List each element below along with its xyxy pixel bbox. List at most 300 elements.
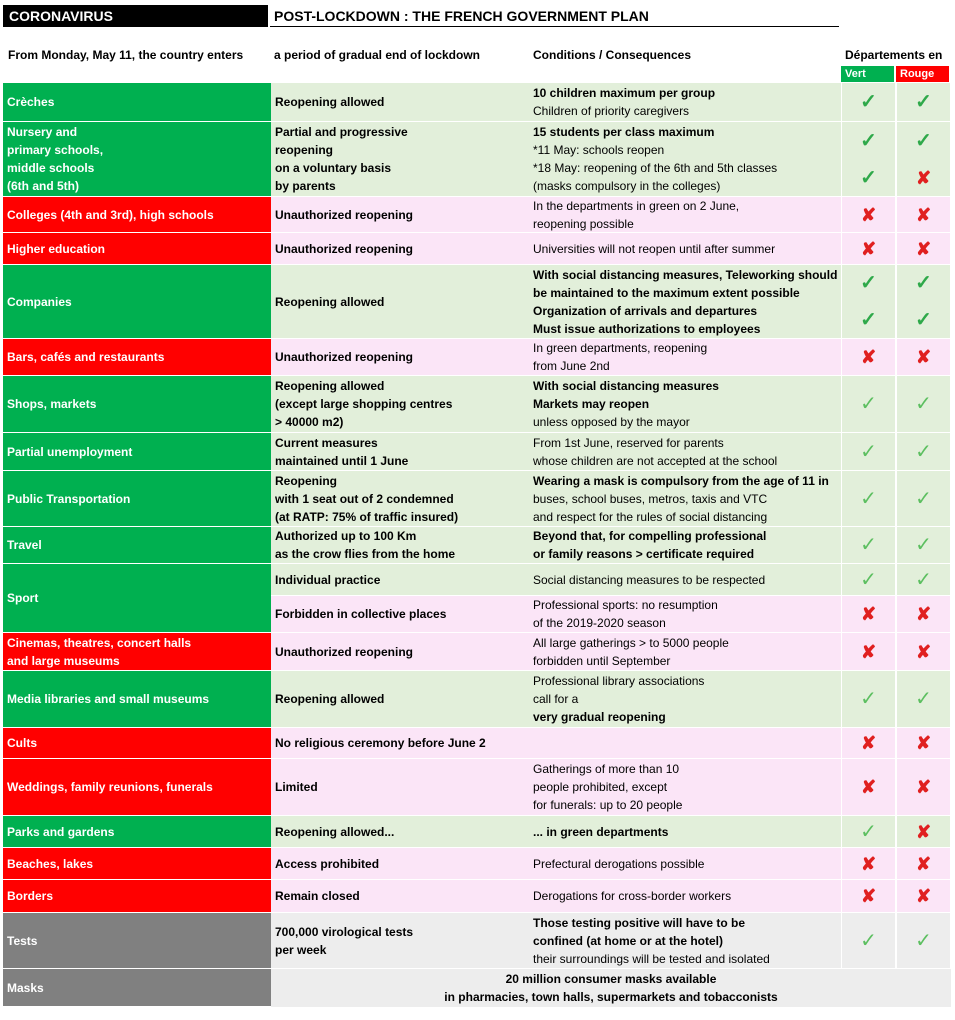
- row-label-line: Borders: [7, 889, 54, 903]
- category-tag: CORONAVIRUS: [3, 5, 268, 27]
- check-icon: ✓: [860, 440, 877, 463]
- measure-line: (except large shopping centres: [275, 397, 453, 411]
- measure-cell: [271, 339, 529, 376]
- cross-icon: ✘: [860, 777, 877, 797]
- row-label-line: Nursery and: [7, 125, 78, 139]
- cross-icon: ✘: [860, 204, 877, 225]
- status-icons: [916, 633, 931, 670]
- masks-note-line: in pharmacies, town halls, supermarkets and tobacconists: [444, 990, 778, 1004]
- measure-line: Reopening allowed: [275, 294, 385, 309]
- row-label: [3, 880, 271, 913]
- row-label-line: Tests: [7, 933, 38, 948]
- row-label: [3, 564, 271, 633]
- measure-cell: [271, 848, 529, 880]
- status-icons: [916, 759, 931, 815]
- check-icon: ✓: [915, 568, 932, 591]
- condition-line: their surroundings will be tested and isolated: [533, 951, 770, 966]
- status-icons: [861, 197, 876, 232]
- measure-line: Unauthorized reopening: [275, 350, 413, 364]
- measure-line: Authorized up to 100 Km: [275, 529, 417, 543]
- rouge-status: [896, 83, 950, 122]
- row-label: [3, 376, 271, 433]
- row-label: [3, 633, 271, 671]
- status-icons: [860, 564, 877, 595]
- check-icon: ✓: [915, 272, 932, 295]
- subheader-period: a period of gradual end of lockdown: [274, 48, 481, 62]
- cross-icon: ✘: [860, 853, 877, 874]
- measure-line: Remain closed: [275, 889, 360, 903]
- row-label-line: Travel: [7, 538, 42, 552]
- status-icons: [915, 122, 932, 196]
- status-icons: [916, 880, 931, 912]
- condition-line: be maintained to the maximum extent possible: [533, 285, 800, 300]
- row-label-line: Companies: [7, 294, 72, 309]
- vert-status: [841, 633, 895, 671]
- conditions-cell: [529, 728, 841, 759]
- rouge-status: [896, 596, 950, 633]
- conditions-cell: [529, 233, 841, 265]
- measure-line: maintained until 1 June: [275, 453, 409, 468]
- conditions-cell: [529, 265, 841, 339]
- row-label-line: Beaches, lakes: [7, 856, 94, 871]
- vert-status: [841, 122, 895, 197]
- measure-line: Forbidden in collective places: [275, 607, 447, 621]
- table-row: [3, 527, 951, 564]
- status-icons: [860, 122, 877, 196]
- measure-cell: [271, 728, 529, 759]
- vert-status: [841, 728, 895, 759]
- condition-line: whose children are not accepted at the school: [533, 453, 778, 468]
- table-row: [3, 197, 951, 233]
- table-row: [3, 633, 951, 671]
- measure-cell: [271, 880, 529, 913]
- measure-line: Reopening allowed...: [275, 824, 395, 839]
- measure-cell: [271, 433, 529, 471]
- vert-status: [841, 233, 895, 265]
- measure-line: with 1 seat out of 2 condemned: [275, 491, 454, 506]
- row-label: [3, 197, 271, 233]
- status-icons: [861, 848, 876, 879]
- cross-icon: ✘: [860, 641, 877, 662]
- measure-cell: [271, 527, 529, 564]
- condition-line: Derogations for cross-border workers: [533, 889, 732, 903]
- check-icon: ✓: [860, 534, 877, 556]
- measure-cell: [271, 197, 529, 233]
- condition-line: *11 May: schools reopen: [533, 143, 665, 157]
- measure-line: Reopening allowed: [275, 692, 385, 706]
- measure-cell: [271, 671, 529, 728]
- row-label-line: Cinemas, theatres, concert halls: [7, 635, 192, 650]
- condition-line: buses, school buses, metros, taxis and VTC: [533, 491, 768, 506]
- cross-icon: ✘: [915, 167, 932, 188]
- row-label-line: Bars, cafés and restaurants: [7, 350, 165, 364]
- vert-status: [841, 596, 895, 633]
- row-label: [3, 848, 271, 880]
- table-row: [3, 969, 951, 1007]
- condition-line: (masks compulsory in the colleges): [533, 179, 721, 193]
- measure-cell: [271, 633, 529, 671]
- vert-status: [841, 527, 895, 564]
- conditions-cell: [529, 759, 841, 816]
- conditions-cell: [529, 433, 841, 471]
- conditions-cell: [529, 633, 841, 671]
- rouge-status: [896, 376, 950, 433]
- row-label: [3, 233, 271, 265]
- status-icons: [861, 339, 876, 375]
- rouge-status: [896, 671, 950, 728]
- conditions-cell: [529, 671, 841, 728]
- status-icons: [860, 265, 877, 338]
- status-icons: [860, 83, 877, 121]
- condition-line: Gatherings of more than 10: [533, 762, 680, 776]
- measure-cell: [271, 759, 529, 816]
- cross-icon: ✘: [915, 347, 932, 367]
- status-icons: [916, 728, 931, 758]
- row-label: [3, 728, 271, 759]
- row-label: [3, 122, 271, 197]
- row-label-line: primary schools,: [7, 143, 104, 157]
- measure-cell: [271, 564, 529, 596]
- legend-vert: Vert: [841, 66, 894, 82]
- condition-line: Professional library associations: [533, 674, 705, 688]
- row-label-line: (6th and 5th): [7, 179, 79, 193]
- check-icon: ✓: [860, 91, 877, 113]
- condition-line: 10 children maximum per group: [533, 86, 716, 100]
- measure-line: 700,000 virological tests: [275, 924, 414, 939]
- condition-line: Professional sports: no resumption: [533, 598, 718, 612]
- check-icon: ✓: [915, 129, 932, 152]
- status-icons: [916, 233, 931, 264]
- measure-line: reopening: [275, 143, 334, 157]
- measure-line: per week: [275, 942, 327, 957]
- subheader-conditions: Conditions / Consequences: [533, 48, 692, 62]
- rouge-status: [896, 471, 950, 527]
- measure-line: Unauthorized reopening: [275, 241, 413, 256]
- table-row: [3, 671, 951, 728]
- row-label-line: Crèches: [7, 95, 55, 109]
- rouge-status: [896, 913, 950, 969]
- vert-status: [841, 265, 895, 339]
- condition-line: of the 2019-2020 season: [533, 616, 666, 630]
- status-icons: [915, 671, 932, 727]
- table-row: [3, 848, 951, 880]
- vert-status: [841, 433, 895, 471]
- table-row: [3, 122, 951, 197]
- cross-icon: ✘: [860, 238, 877, 259]
- measure-line: on a voluntary basis: [275, 161, 392, 175]
- check-icon: ✓: [860, 272, 877, 295]
- check-icon: ✓: [915, 308, 932, 331]
- row-label-line: Partial unemployment: [7, 444, 133, 459]
- condition-line: call for a: [533, 692, 579, 706]
- condition-line: or family reasons > certificate required: [533, 547, 755, 561]
- cross-icon: ✘: [915, 821, 932, 842]
- condition-line: confined (at home or at the hotel): [533, 933, 724, 948]
- rouge-status: [896, 122, 950, 197]
- table-row: [3, 339, 951, 376]
- conditions-cell: [529, 848, 841, 880]
- row-label: [3, 913, 271, 969]
- status-icons: [861, 880, 876, 912]
- check-icon: ✓: [860, 166, 877, 189]
- measure-line: Reopening: [275, 473, 337, 488]
- row-label: [3, 759, 271, 816]
- cross-icon: ✘: [915, 641, 932, 662]
- cross-icon: ✘: [860, 733, 877, 753]
- status-icons: [861, 633, 876, 670]
- vert-status: [841, 471, 895, 527]
- condition-line: Prefectural derogations possible: [533, 856, 705, 871]
- table-row: [3, 433, 951, 471]
- condition-line: Those testing positive will have to be: [533, 915, 746, 930]
- condition-line: Social distancing measures to be respected: [533, 572, 766, 587]
- condition-line: All large gatherings > to 5000 people: [533, 635, 729, 650]
- measure-cell: [271, 122, 529, 197]
- cross-icon: ✘: [915, 238, 932, 259]
- conditions-cell: [529, 339, 841, 376]
- status-icons: [860, 816, 877, 847]
- rouge-status: [896, 339, 950, 376]
- row-label-line: Shops, markets: [7, 397, 97, 411]
- table-row: [3, 759, 951, 816]
- status-icons: [915, 265, 932, 338]
- row-label: [3, 339, 271, 376]
- check-icon: ✓: [860, 129, 877, 152]
- condition-line: *18 May: reopening of the 6th and 5th classes: [533, 161, 778, 175]
- measure-line: Current measures: [275, 435, 378, 450]
- measure-cell: [271, 376, 529, 433]
- check-icon: ✓: [860, 308, 877, 331]
- table-row: [3, 564, 951, 633]
- status-icons: [916, 596, 931, 632]
- cross-icon: ✘: [860, 604, 877, 624]
- measure-line: Partial and progressive: [275, 125, 408, 139]
- measure-line: Individual practice: [275, 572, 381, 587]
- row-label-line: Masks: [7, 980, 44, 995]
- row-label-line: Media libraries and small museums: [7, 692, 210, 706]
- status-icons: [916, 848, 931, 879]
- check-icon: ✓: [915, 393, 932, 415]
- measure-cell: [271, 265, 529, 339]
- row-label: [3, 969, 271, 1007]
- condition-line: Children of priority caregivers: [533, 104, 690, 118]
- condition-line: Markets may reopen: [533, 397, 650, 411]
- condition-line: people prohibited, except: [533, 780, 668, 794]
- rouge-status: [896, 233, 950, 265]
- status-icons: [861, 233, 876, 264]
- measure-line: (at RATP: 75% of traffic insured): [275, 509, 459, 524]
- status-icons: [916, 816, 931, 847]
- condition-line: In green departments, reopening: [533, 341, 708, 355]
- conditions-cell: [529, 197, 841, 233]
- row-label: [3, 433, 271, 471]
- check-icon: ✓: [915, 929, 932, 952]
- conditions-cell: [529, 527, 841, 564]
- rouge-status: [896, 759, 950, 816]
- cross-icon: ✘: [915, 604, 932, 624]
- measure-line: Limited: [275, 780, 318, 794]
- status-icons: [860, 913, 877, 968]
- measure-line: by parents: [275, 179, 336, 193]
- cross-icon: ✘: [915, 853, 932, 874]
- vert-status: [841, 671, 895, 728]
- cross-icon: ✘: [860, 347, 877, 367]
- measure-line: Unauthorized reopening: [275, 644, 413, 659]
- rouge-status: [896, 848, 950, 880]
- conditions-cell: [529, 913, 841, 969]
- vert-status: [841, 197, 895, 233]
- measure-line: Access prohibited: [275, 856, 380, 871]
- conditions-cell: [529, 376, 841, 433]
- row-label-line: middle schools: [7, 161, 95, 175]
- cross-icon: ✘: [915, 733, 932, 753]
- status-icons: [860, 471, 877, 526]
- table-row: [3, 265, 951, 339]
- condition-line: Must issue authorizations to employees: [533, 321, 761, 336]
- check-icon: ✓: [915, 440, 932, 463]
- masks-note-line: 20 million consumer masks available: [505, 972, 717, 986]
- row-label: [3, 83, 271, 122]
- condition-line: very gradual reopening: [533, 710, 666, 724]
- row-label: [3, 816, 271, 848]
- status-icons: [916, 197, 931, 232]
- condition-line: Universities will not reopen until after summer: [533, 241, 776, 256]
- vert-status: [841, 880, 895, 913]
- conditions-cell: [529, 471, 841, 527]
- measure-cell: [271, 596, 529, 633]
- measures-table: [3, 83, 951, 1007]
- row-label-line: Parks and gardens: [7, 824, 115, 839]
- status-icons: [916, 339, 931, 375]
- vert-status: [841, 564, 895, 596]
- status-icons: [915, 433, 932, 470]
- status-icons: [860, 527, 877, 563]
- cross-icon: ✘: [915, 886, 932, 906]
- table-row: [3, 471, 951, 527]
- table-row: [3, 376, 951, 433]
- subheader-departements: Départements en: [845, 48, 943, 62]
- row-label-line: Weddings, family reunions, funerals: [7, 780, 213, 794]
- row-label-line: Cults: [7, 736, 37, 750]
- check-icon: ✓: [915, 688, 932, 710]
- page-title: POST-LOCKDOWN : THE FRENCH GOVERNMENT PLAN: [270, 5, 839, 27]
- table-row: [3, 816, 951, 848]
- row-label-line: Higher education: [7, 241, 106, 256]
- status-icons: [915, 527, 932, 563]
- measure-cell: [271, 913, 529, 969]
- check-icon: ✓: [915, 534, 932, 556]
- condition-line: ... in green departments: [533, 824, 669, 839]
- subheader-from: From Monday, May 11, the country enters: [8, 48, 244, 62]
- status-icons: [915, 564, 932, 595]
- table-row: [3, 913, 951, 969]
- check-icon: ✓: [915, 487, 932, 510]
- rouge-status: [896, 728, 950, 759]
- check-icon: ✓: [915, 91, 932, 113]
- cross-icon: ✘: [915, 777, 932, 797]
- table-row: [3, 728, 951, 759]
- conditions-cell: [529, 83, 841, 122]
- cross-icon: ✘: [915, 204, 932, 225]
- status-icons: [915, 376, 932, 432]
- condition-line: 15 students per class maximum: [533, 125, 715, 139]
- condition-line: Wearing a mask is compulsory from the age of 11 in: [533, 473, 829, 488]
- measure-line: Reopening allowed: [275, 95, 385, 109]
- conditions-cell: [529, 816, 841, 848]
- row-label-line: and large museums: [7, 653, 120, 668]
- rouge-status: [896, 633, 950, 671]
- row-label-line: Sport: [7, 591, 39, 605]
- check-icon: ✓: [860, 487, 877, 510]
- conditions-cell: [529, 564, 841, 596]
- condition-line: From 1st June, reserved for parents: [533, 435, 724, 450]
- measure-cell: [271, 83, 529, 122]
- condition-line: Beyond that, for compelling professional: [533, 529, 767, 543]
- legend-rouge: Rouge: [896, 66, 949, 82]
- row-label: [3, 471, 271, 527]
- status-icons: [915, 471, 932, 526]
- condition-line: Organization of arrivals and departures: [533, 303, 758, 318]
- rouge-status: [896, 816, 950, 848]
- status-icons: [915, 83, 932, 121]
- condition-line: reopening possible: [533, 216, 634, 231]
- vert-status: [841, 848, 895, 880]
- measure-line: No religious ceremony before June 2: [275, 736, 486, 750]
- condition-line: unless opposed by the mayor: [533, 415, 690, 429]
- check-icon: ✓: [860, 393, 877, 415]
- row-label: [3, 527, 271, 564]
- status-icons: [861, 596, 876, 632]
- vert-status: [841, 83, 895, 122]
- rouge-status: [896, 265, 950, 339]
- condition-line: With social distancing measures: [533, 379, 719, 393]
- table-row: [3, 233, 951, 265]
- table-row: [3, 83, 951, 122]
- measure-cell: [271, 233, 529, 265]
- measure-line: Unauthorized reopening: [275, 207, 413, 222]
- masks-note: [271, 969, 951, 1007]
- vert-status: [841, 816, 895, 848]
- condition-line: In the departments in green on 2 June,: [533, 198, 740, 213]
- rouge-status: [896, 197, 950, 233]
- measure-cell: [271, 816, 529, 848]
- table-row: [3, 880, 951, 913]
- status-icons: [860, 433, 877, 470]
- vert-status: [841, 376, 895, 433]
- row-label-line: Colleges (4th and 3rd), high schools: [7, 207, 214, 222]
- row-label: [3, 671, 271, 728]
- cross-icon: ✘: [860, 886, 877, 906]
- condition-line: and respect for the rules of social distancing: [533, 509, 768, 524]
- check-icon: ✓: [860, 568, 877, 591]
- row-label: [3, 265, 271, 339]
- status-icons: [860, 376, 877, 432]
- status-icons: [915, 913, 932, 968]
- measure-line: as the crow flies from the home: [275, 547, 456, 561]
- vert-status: [841, 759, 895, 816]
- rouge-status: [896, 527, 950, 564]
- measure-cell: [271, 471, 529, 527]
- check-icon: ✓: [860, 820, 877, 843]
- status-icons: [861, 759, 876, 815]
- status-icons: [860, 671, 877, 727]
- status-icons: [861, 728, 876, 758]
- rouge-status: [896, 880, 950, 913]
- conditions-cell: [529, 596, 841, 633]
- vert-status: [841, 913, 895, 969]
- vert-status: [841, 339, 895, 376]
- condition-line: from June 2nd: [533, 359, 610, 373]
